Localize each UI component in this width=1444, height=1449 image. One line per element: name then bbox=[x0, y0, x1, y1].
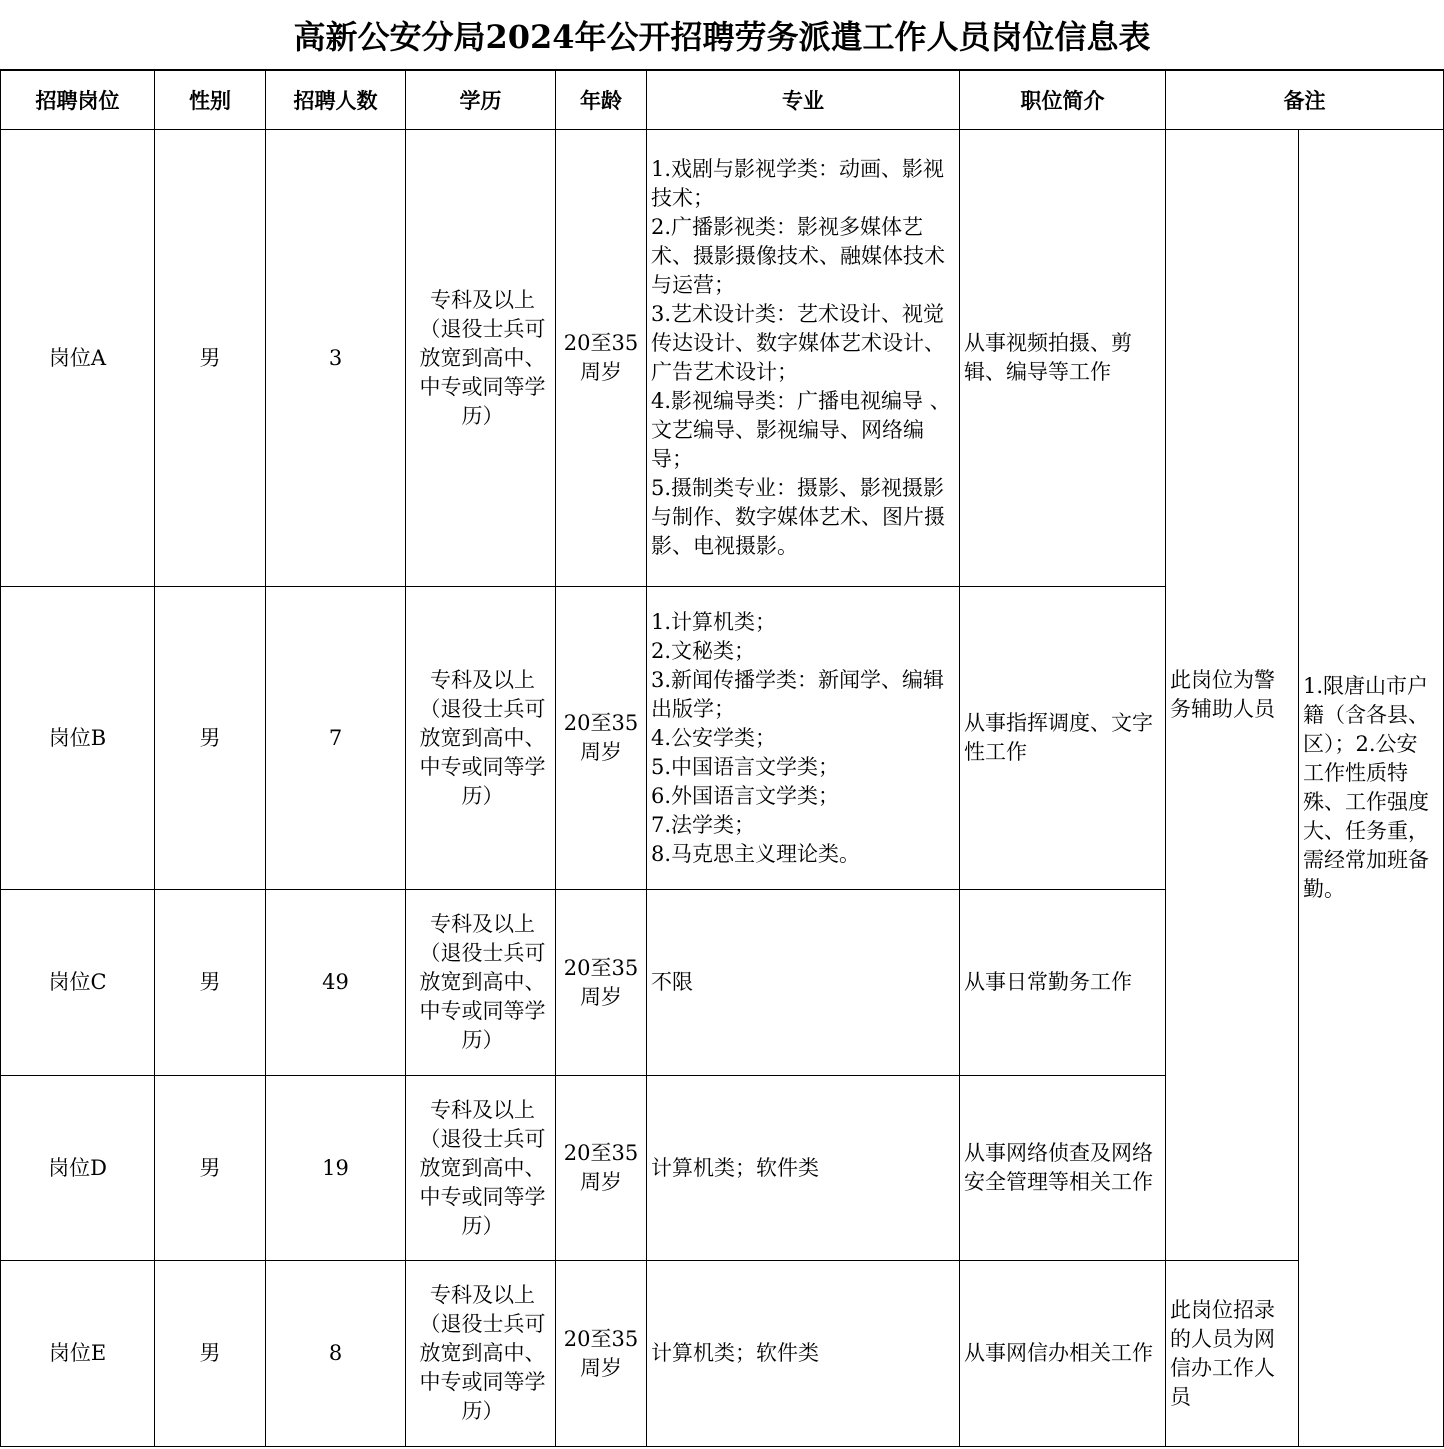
major-cell bbox=[647, 130, 960, 587]
age-cell: 20至35周岁 bbox=[556, 1076, 647, 1261]
major-cell: 计算机类；软件类 bbox=[647, 1076, 960, 1261]
age-cell: 20至35周岁 bbox=[556, 587, 647, 890]
education-cell: 专科及以上（退役士兵可放宽到高中、中专或同等学历） bbox=[406, 587, 556, 890]
major-item: 5.摄制类专业：摄影、影视摄影与制作、数字媒体艺术、图片摄影、电视摄影。 bbox=[651, 476, 945, 558]
major-cell bbox=[647, 587, 960, 890]
header-age: 年龄 bbox=[556, 71, 647, 130]
remark-auxiliary-police: 此岗位为警务辅助人员 bbox=[1166, 130, 1299, 1261]
remark-cyber-office: 此岗位招录的人员为网信办工作人员 bbox=[1166, 1261, 1299, 1447]
major-item: 6.外国语言文学类； bbox=[651, 783, 840, 808]
header-education: 学历 bbox=[406, 71, 556, 130]
count-cell: 49 bbox=[266, 890, 406, 1076]
gender-cell: 男 bbox=[155, 890, 266, 1076]
intro-cell: 从事指挥调度、文字性工作 bbox=[960, 587, 1166, 890]
post-cell: 岗位D bbox=[1, 1076, 155, 1261]
header-gender: 性别 bbox=[155, 71, 266, 130]
major-item: 3.艺术设计类：艺术设计、视觉传达设计、数字媒体艺术设计、广告艺术设计； bbox=[651, 302, 945, 384]
remark-general: 1.限唐山市户籍（含各县、区）；2.公安工作性质特殊、工作强度大、任务重，需经常加班备勤。 bbox=[1299, 130, 1444, 1447]
age-cell: 20至35周岁 bbox=[556, 130, 647, 587]
major-item: 3.新闻传播学类：新闻学、编辑出版学； bbox=[651, 667, 945, 721]
education-cell: 专科及以上（退役士兵可放宽到高中、中专或同等学历） bbox=[406, 1076, 556, 1261]
major-item: 5.中国语言文学类； bbox=[651, 754, 840, 779]
count-cell: 3 bbox=[266, 130, 406, 587]
intro-cell: 从事视频拍摄、剪辑、编导等工作 bbox=[960, 130, 1166, 587]
header-remarks: 备注 bbox=[1166, 71, 1444, 130]
major-item: 4.影视编导类：广播电视编导 、文艺编导、影视编导、网络编导； bbox=[651, 389, 951, 471]
intro-cell: 从事网信办相关工作 bbox=[960, 1261, 1166, 1447]
major-item: 2.广播影视类：影视多媒体艺术、摄影摄像技术、融媒体技术与运营； bbox=[651, 215, 945, 297]
intro-cell: 从事网络侦查及网络安全管理等相关工作 bbox=[960, 1076, 1166, 1261]
header-post: 招聘岗位 bbox=[1, 71, 155, 130]
major-item: 7.法学类； bbox=[651, 812, 756, 837]
gender-cell: 男 bbox=[155, 130, 266, 587]
education-cell: 专科及以上（退役士兵可放宽到高中、中专或同等学历） bbox=[406, 890, 556, 1076]
gender-cell: 男 bbox=[155, 587, 266, 890]
position-table bbox=[0, 70, 1444, 1447]
major-cell: 不限 bbox=[647, 890, 960, 1076]
count-cell: 8 bbox=[266, 1261, 406, 1447]
header-major: 专业 bbox=[647, 71, 960, 130]
intro-cell: 从事日常勤务工作 bbox=[960, 890, 1166, 1076]
major-item: 1.戏剧与影视学类：动画、影视技术； bbox=[651, 157, 945, 210]
count-cell: 7 bbox=[266, 587, 406, 890]
major-cell: 计算机类；软件类 bbox=[647, 1261, 960, 1447]
post-cell: 岗位E bbox=[1, 1261, 155, 1447]
table-row bbox=[1, 1261, 1444, 1447]
post-cell: 岗位C bbox=[1, 890, 155, 1076]
table-row bbox=[1, 130, 1444, 587]
gender-cell: 男 bbox=[155, 1261, 266, 1447]
age-cell: 20至35周岁 bbox=[556, 1261, 647, 1447]
major-item: 2.文秘类； bbox=[651, 638, 756, 663]
age-cell: 20至35周岁 bbox=[556, 890, 647, 1076]
education-cell: 专科及以上（退役士兵可放宽到高中、中专或同等学历） bbox=[406, 130, 556, 587]
count-cell: 19 bbox=[266, 1076, 406, 1261]
post-cell: 岗位B bbox=[1, 587, 155, 890]
major-item: 4.公安学类； bbox=[651, 725, 777, 750]
header-count: 招聘人数 bbox=[266, 71, 406, 130]
header-row bbox=[1, 71, 1444, 130]
education-cell: 专科及以上（退役士兵可放宽到高中、中专或同等学历） bbox=[406, 1261, 556, 1447]
page-title: 高新公安分局2024年公开招聘劳务派遣工作人员岗位信息表 bbox=[0, 0, 1444, 71]
major-item: 8.马克思主义理论类。 bbox=[651, 841, 861, 866]
header-intro: 职位简介 bbox=[960, 71, 1166, 130]
gender-cell: 男 bbox=[155, 1076, 266, 1261]
major-item: 1.计算机类； bbox=[651, 609, 777, 634]
post-cell: 岗位A bbox=[1, 130, 155, 587]
